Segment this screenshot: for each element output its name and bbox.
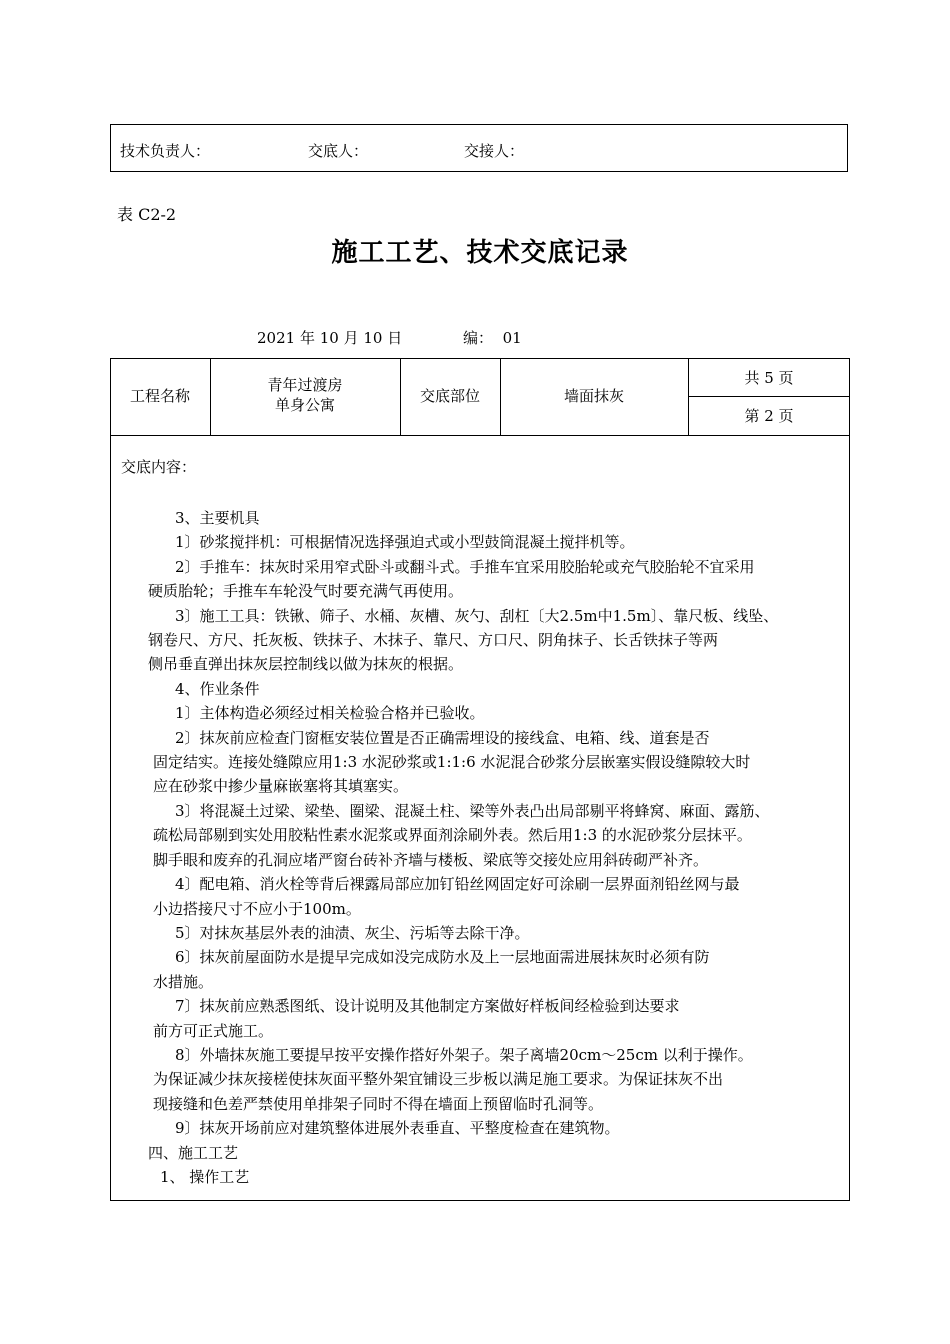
discloser-label: 交底人： bbox=[308, 142, 369, 160]
form-code: 表 C2-2 bbox=[117, 205, 177, 224]
content-line: 3、主要机具 bbox=[175, 509, 260, 527]
content-line: 4〕配电箱、消火栓等背后裸露局部应加钉铅丝网固定好可涂刷一层界面剂铅丝网与最 bbox=[175, 875, 740, 894]
content-line: 7〕抹灰前应熟悉图纸、设计说明及其他制定方案做好样板间经检验到达要求 bbox=[175, 997, 680, 1016]
page-title: 施工工艺、技术交底记录 bbox=[331, 238, 629, 268]
content-line: 6〕抹灰前屋面防水是提早完成如没完成防水及上一层地面需进展抹灰时必须有防 bbox=[175, 948, 710, 967]
page-number: 第 2 页 bbox=[744, 407, 794, 425]
content-line: 前方可正式施工。 bbox=[153, 1021, 274, 1040]
content-line: 4、作业条件 bbox=[175, 679, 260, 698]
content-line: 2〕手推车：抹灰时采用窄式卧斗或翻斗式。手推车宜采用胶胎轮或充气胶胎轮不宜采用 bbox=[175, 557, 755, 576]
content-line: 8〕外墙抹灰施工要提早按平安操作搭好外架子。架子离墙20cm～25cm 以利于操作。 bbox=[175, 1045, 753, 1064]
content-line: 脚手眼和废弃的孔洞应堵严窗台砖补齐墙与楼板、梁底等交接处应用斜砖砌严补齐。 bbox=[153, 850, 709, 869]
content-line: 疏松局部剔到实处用胶粘性素水泥浆或界面剂涂刷外表。然后用1:3 的水泥砂浆分层抹平。 bbox=[153, 826, 752, 845]
content-line: 硬质胎轮；手推车车轮没气时要充满气再使用。 bbox=[148, 582, 464, 601]
disclosure-content bbox=[148, 506, 848, 1189]
code-value: 01 bbox=[502, 329, 522, 347]
content-line: 1〕砂浆搅拌机：可根据情况选择强迫式或小型鼓筒混凝土搅拌机等。 bbox=[175, 533, 635, 552]
content-line: 小边搭接尺寸不应小于100m。 bbox=[153, 899, 361, 918]
content-line: 四、施工工艺 bbox=[148, 1143, 239, 1162]
project-name-line1: 青年过渡房 bbox=[267, 376, 343, 394]
content-line: 为保证减少抹灰接槎使抹灰面平整外架宜铺设三步板以满足施工要求。为保证抹灰不出 bbox=[153, 1070, 724, 1089]
content-line: 钢卷尺、方尺、托灰板、铁抹子、木抹子、靠尺、方口尺、阴角抹子、长舌铁抹子等两 bbox=[148, 631, 719, 650]
content-line: 2〕抹灰前应检查门窗框安装位置是否正确需埋设的接线盒、电箱、线、道套是否 bbox=[175, 728, 710, 747]
content-line: 侧吊垂直弹出抹灰层控制线以做为抹灰的根据。 bbox=[148, 655, 464, 674]
content-line: 现接缝和色差严禁使用单排架子同时不得在墙面上预留临时孔洞等。 bbox=[153, 1094, 604, 1113]
code-label: 编： bbox=[463, 329, 494, 347]
content-line: 9〕抹灰开场前应对建筑整体进展外表垂直、平整度检查在建筑物。 bbox=[175, 1119, 620, 1138]
project-name-line2: 单身公寓 bbox=[274, 396, 335, 414]
content-label: 交底内容： bbox=[121, 458, 197, 476]
content-line: 水措施。 bbox=[153, 972, 214, 991]
disclosure-part-label: 交底部位 bbox=[419, 387, 480, 405]
total-pages: 共 5 页 bbox=[744, 369, 794, 387]
record-code bbox=[463, 327, 522, 348]
content-line: 1、 操作工艺 bbox=[160, 1167, 250, 1186]
content-line: 3〕将混凝土过梁、梁垫、圈梁、混凝土柱、梁等外表凸出局部剔平将蜂窝、麻面、露筋、 bbox=[175, 801, 770, 820]
record-date: 2021 年 10 月 10 日 bbox=[257, 329, 403, 347]
tech-lead-label: 技术负责人： bbox=[120, 142, 211, 160]
receiver-label: 交接人： bbox=[464, 142, 525, 160]
content-line: 3〕施工工具：铁锹、筛子、水桶、灰槽、灰勺、刮杠〔大2.5m中1.5m〕、靠尺板、线坠、 bbox=[175, 606, 779, 625]
content-line: 1〕主体构造必须经过相关检验合格并已验收。 bbox=[175, 704, 485, 723]
disclosure-part-value: 墙面抹灰 bbox=[563, 387, 624, 405]
content-line: 固定结实。连接处缝隙应用1:3 水泥砂浆或1:1:6 水泥混合砂浆分层嵌塞实假设缝隙较大时 bbox=[153, 753, 751, 772]
content-line: 应在砂浆中掺少量麻嵌塞将其填塞实。 bbox=[153, 777, 409, 796]
signature-box bbox=[110, 124, 848, 172]
project-name-value bbox=[210, 375, 400, 415]
project-name-label: 工程名称 bbox=[129, 387, 190, 405]
content-line: 5〕对抹灰基层外表的油渍、灰尘、污垢等去除干净。 bbox=[175, 923, 530, 942]
